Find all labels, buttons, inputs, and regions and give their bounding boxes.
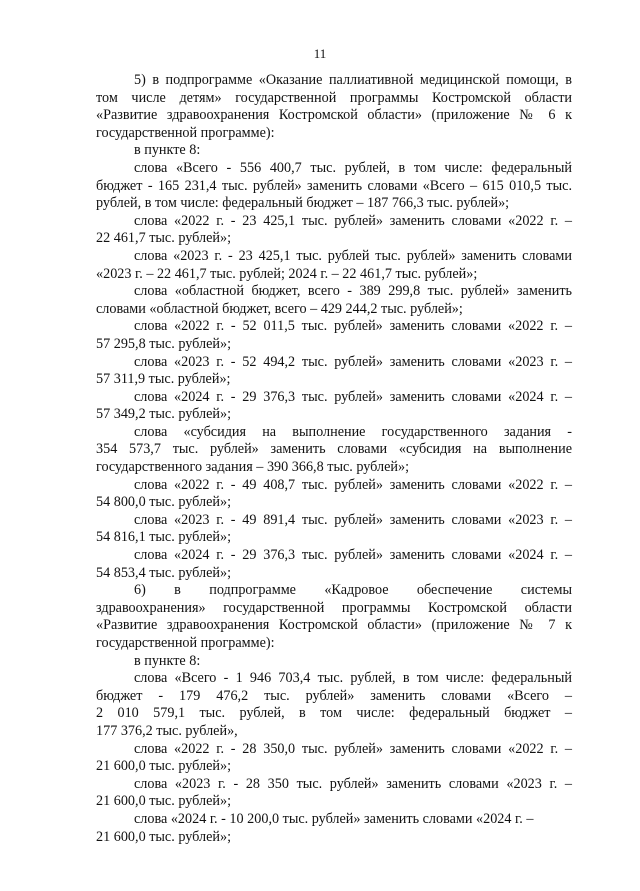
- text-line: слова «2022 г. - 49 408,7 тыс. рублей» заменить словами «2022 г. –: [134, 476, 572, 493]
- text-line: 57 349,2 тыс. рублей»;: [96, 406, 232, 423]
- text-line: 2 010 579,1 тыс. рублей, в том числе: федеральный бюджет –: [96, 705, 572, 722]
- text-line: 21 600,0 тыс. рублей»;: [96, 828, 232, 845]
- text-line: в пункте 8:: [134, 142, 201, 159]
- text-line: 21 600,0 тыс. рублей»;: [96, 758, 232, 775]
- text-line: бюджет - 179 476,2 тыс. рублей» заменить словами «Всего –: [96, 687, 572, 704]
- text-line: слова «2024 г. - 29 376,3 тыс. рублей» заменить словами «2024 г. –: [134, 388, 572, 405]
- text-line: слова «2022 г. - 28 350,0 тыс. рублей» заменить словами «2022 г. –: [134, 740, 572, 757]
- text-line: государственной программе):: [96, 124, 275, 141]
- text-line: слова «Всего - 556 400,7 тыс. рублей, в том числе: федеральный: [134, 159, 572, 176]
- text-line: 57 311,9 тыс. рублей»;: [96, 371, 231, 388]
- text-line: в пункте 8:: [134, 652, 201, 669]
- text-line: слова «Всего - 1 946 703,4 тыс. рублей, в том числе: федеральный: [134, 670, 572, 687]
- text-line: государственной программе):: [96, 635, 275, 651]
- text-line: словами «областной бюджет, всего – 429 244,2 тыс. рублей»;: [96, 300, 463, 317]
- text-line: слова «2022 г. - 23 425,1 тыс. рублей» заменить словами «2022 г. –: [134, 212, 572, 229]
- text-line: слова «2024 г. - 10 200,0 тыс. рублей» заменить словами «2024 г. –: [134, 810, 534, 827]
- document-body: [96, 72, 572, 846]
- text-line: 54 800,0 тыс. рублей»;: [96, 494, 232, 511]
- text-line: «Развитие здравоохранения Костромской области» (приложение № 6 к: [96, 107, 572, 124]
- text-line: рублей, в том числе: федеральный бюджет – 187 766,3 тыс. рублей»;: [96, 195, 510, 212]
- text-line: 177 376,2 тыс. рублей»,: [96, 722, 238, 739]
- text-line: бюджет - 165 231,4 тыс. рублей» заменить словами «Всего – 615 010,5 тыс.: [96, 177, 572, 194]
- text-line: 54 816,1 тыс. рублей»;: [96, 529, 232, 546]
- text-line: слова «2023 г. - 23 425,1 тыс. рублей тыс. рублей» заменить словами: [134, 247, 572, 264]
- page-number: 11: [313, 46, 327, 61]
- text-line: слова «2022 г. - 52 011,5 тыс. рублей» заменить словами «2022 г. –: [134, 318, 572, 335]
- text-line: 54 853,4 тыс. рублей»;: [96, 564, 232, 581]
- text-line: 22 461,7 тыс. рублей»;: [96, 230, 232, 247]
- text-line: слова «областной бюджет, всего - 389 299,8 тыс. рублей» заменить: [134, 283, 572, 300]
- text-line: государственного задания – 390 366,8 тыс. рублей»;: [96, 459, 410, 476]
- text-line: «Развитие здравоохранения Костромской области» (приложение № 7 к: [96, 617, 572, 634]
- text-line: 5) в подпрограмме «Оказание паллиативной медицинской помощи, в: [134, 72, 572, 88]
- text-line: том числе детям» государственной программы Костромской области: [96, 89, 572, 106]
- text-line: слова «2024 г. - 29 376,3 тыс. рублей» заменить словами «2024 г. –: [134, 547, 572, 564]
- text-line: 6) в подпрограмме «Кадровое обеспечение системы: [134, 582, 572, 599]
- text-line: 57 295,8 тыс. рублей»;: [96, 335, 232, 352]
- text-line: «2023 г. – 22 461,7 тыс. рублей; 2024 г. – 22 461,7 тыс. рублей»;: [96, 265, 478, 282]
- text-line: слова «2023 г. - 28 350 тыс. рублей» заменить словами «2023 г. –: [134, 775, 572, 792]
- text-line: здравоохранения» государственной программы Костромской области: [96, 599, 572, 616]
- text-line: слова «2023 г. - 52 494,2 тыс. рублей» заменить словами «2023 г. –: [134, 353, 572, 370]
- text-line: слова «субсидия на выполнение государственного задания -: [134, 423, 572, 440]
- text-line: 354 573,7 тыс. рублей» заменить словами «субсидия на выполнение: [96, 441, 572, 458]
- text-line: 21 600,0 тыс. рублей»;: [96, 793, 232, 810]
- text-line: слова «2023 г. - 49 891,4 тыс. рублей» заменить словами «2023 г. –: [134, 511, 572, 528]
